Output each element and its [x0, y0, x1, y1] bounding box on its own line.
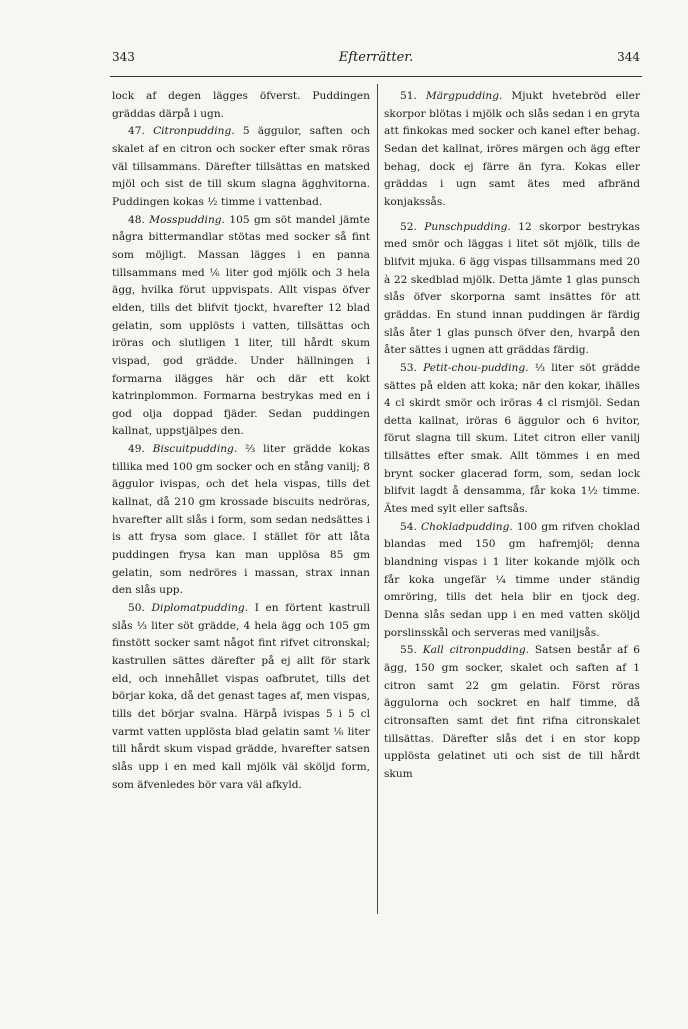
recipe-continuation [112, 88, 370, 123]
left-column [112, 88, 370, 794]
recipe-title: Märgpudding. [425, 90, 503, 102]
recipe-text: 12 skorpor bestrykas med smör och läggas i litet söt mjölk, tills de blifvit mjuka. 6 ägg vispas tillsammans med 20 à 22 skedblad mjölk. Detta jämte 1 glas punsch slås öfver skorporna samt insättes för att gräddas. En stund innan puddingen är färdig slås åter 1 glas punsch öfver den, hvarpå den åter sättes i ugnen att gräddas färdig. [384, 220, 640, 357]
header-rule [110, 76, 642, 77]
recipe-text: Satsen består af 6 ägg, 150 gm socker, skalet och saften af 1 citron samt 22 gm gelatin. Först röras äggulorna och sockret en half timme, då citronsaften samt det fint rifna citronskalet tillsättas. Därefter slås det i en stor kopp upplösta gelatinet uti och sist de till hårdt skum [384, 644, 641, 780]
recipe-number: 49. [128, 443, 145, 456]
recipe-title: Mosspudding. [149, 213, 225, 226]
recipe-text: 100 gm rifven choklad blandas med 150 gm hafremjöl; denna blandning vispas i 1 liter kokande mjölk och får koka ungefär ¼ timme under ständig omröring, tills det hela blir en tjock deg. Denna slås sedan upp i en med vatten sköljd porslinsskål och serveras med vaniljsås. [384, 520, 640, 639]
recipe-entry [384, 519, 640, 643]
recipe-entry [112, 441, 370, 600]
recipe-entry [112, 212, 370, 442]
recipe-title: Punschpudding. [424, 220, 511, 233]
recipe-text: lock af degen lägges öfverst. Puddingen gräddas därpå i ugn. [112, 90, 370, 120]
recipe-text: Mjukt hvetebröd eller skorpor blötas i mjölk och slås sedan i en gryta att finkokas med socker och kanel efter behag. Sedan det kallnat, iröres märgen och ägg efter behag, dock ej färre än fyra. Kokas eller gräddas i ugn samt ätes med afbränd konjakssås. [384, 90, 641, 208]
recipe-number: 55. [400, 644, 417, 657]
recipe-number: 54. [400, 520, 417, 533]
recipe-title: Diplomatpudding. [151, 602, 249, 615]
page-header [112, 50, 640, 74]
running-title: Efterrätter. [338, 50, 414, 65]
recipe-number: 48. [128, 213, 145, 226]
recipe-number: 51. [400, 90, 417, 102]
recipe-number: 47. [128, 125, 145, 138]
recipe-entry [384, 88, 640, 212]
recipe-title: Citronpudding. [153, 125, 235, 138]
recipe-title: Petit-chou-pudding. [423, 361, 529, 374]
recipe-text: ⅔ liter grädde kokas tillika med 100 gm socker och en stång vanilj; 8 äggulor ivispas, och det hela vispas, tills det kallnat, då 210 gm krossade biscuits nedröras, hvarefter allt slås i form, som sedan nedsättes i is att frysa som glace. I stället för att låta puddingen frysa kan man upplösa 85 gm gelatin, som nedröres i massan, strax innan den slås upp. [112, 443, 370, 597]
recipe-number: 52. [400, 220, 417, 233]
right-column [384, 88, 640, 784]
recipe-text: 5 äggulor, saften och skalet af en citron och socker efter smak röras väl tillsammans. Därefter tillsättas en matsked mjöl och sist de till skum slagna ägghvitorna. Puddingen kokas ½ timme i vattenbad. [112, 125, 371, 208]
page-number-left: 343 [112, 50, 135, 64]
column-divider [377, 84, 378, 914]
recipe-title: Kall citronpudding. [422, 644, 530, 657]
recipe-entry [384, 642, 640, 783]
recipe-text: ⅓ liter söt grädde sättes på elden att koka; när den kokar, ihälles 4 cl skirdt smör och iröras 4 cl rismjöl. Sedan detta kallnat, iröras 6 äggulor och 6 hvitor, förut slagna till skum. Litet citron eller vanilj tillsättes efter smak. Allt tömmes i en med brynt socker glacerad form, som, sedan lock blifvit lagdt å densamma, får koka 1½ timme. Ätes med sylt eller saftsås. [384, 361, 641, 516]
recipe-entry [112, 600, 370, 794]
recipe-number: 53. [400, 361, 417, 374]
recipe-entry [384, 219, 640, 360]
recipe-text: 105 gm söt mandel jämte några bittermandlar stötas med socker så fint som möjligt. Massan lägges i en panna tillsammans med ⅙ liter god mjölk och 3 hela ägg, hvilka förut uppvispats. Allt vispas öfver elden, tills det blifvit tjockt, hvarefter 12 blad gelatin, som upplösts i vatten, tillsättas och iröras och slutligen 1 liter, till hårdt skum vispad, god grädde. Under hällningen i formarna ilägges här och där ett kokt katrinplommon. Formarna bestrykas med en i god olja doppad fjäder. Sedan puddingen kallnat, uppstjälpes den. [112, 213, 370, 438]
recipe-number: 50. [128, 602, 145, 615]
recipe-entry [384, 360, 640, 519]
recipe-title: Biscuitpudding. [152, 443, 238, 456]
recipe-entry [112, 123, 370, 211]
recipe-text: I en förtent kastrull slås ⅓ liter söt grädde, 4 hela ägg och 105 gm finstött socker samt något fint rifvet citronskal; kastrullen sättes därefter på ej allt för stark eld, och innehållet vispas oafbrutet, tills det börjar koka, då det genast tages af, men vispas, tills det börjar svalna. Härpå ivispas 5 i 5 cl varmt vatten upplösta blad gelatin samt ⅙ liter till hårdt skum vispad grädde, hvarefter satsen slås upp i en med kall mjölk väl sköljd form, som äfvenledes bör vara väl afkyld. [112, 602, 370, 791]
page-number-right: 344 [617, 50, 640, 64]
recipe-title: Chokladpudding. [421, 520, 513, 533]
